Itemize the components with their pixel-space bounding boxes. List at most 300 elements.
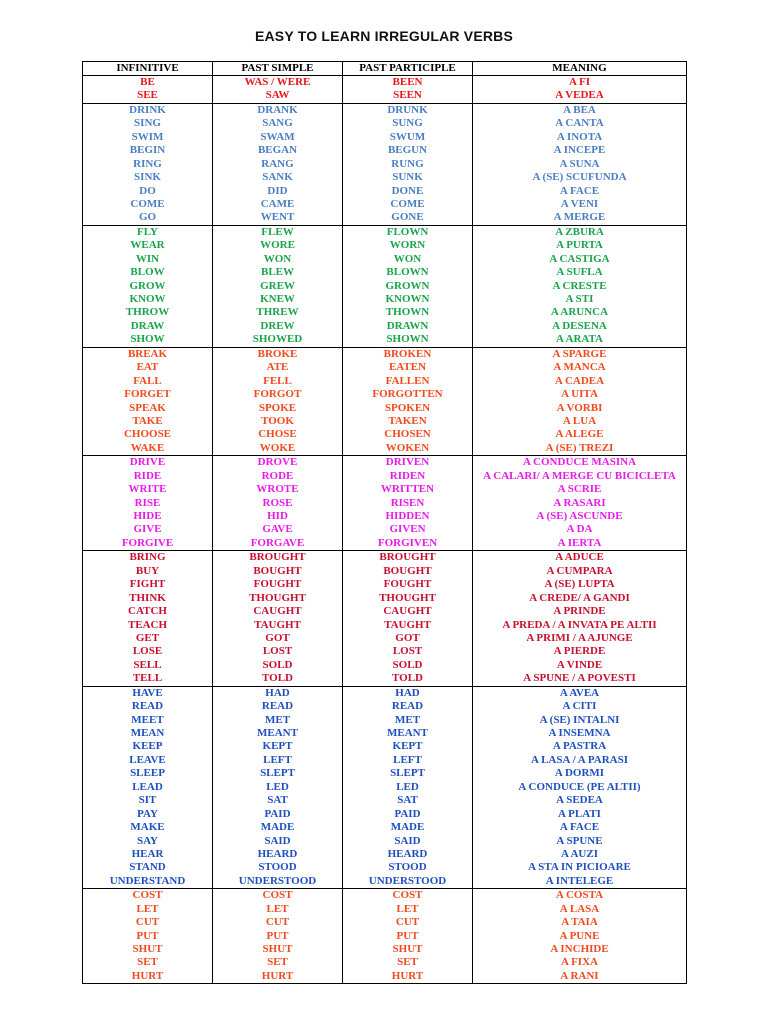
table-row (83, 835, 687, 848)
meaning-cell: A RASARI (473, 497, 687, 510)
infinitive-cell: PAY (83, 808, 213, 821)
past-simple-cell: THOUGHT (213, 592, 343, 605)
past-simple-cell: STOOD (213, 861, 343, 874)
infinitive-cell: THROW (83, 306, 213, 319)
meaning-cell: A (SE) ASCUNDE (473, 510, 687, 523)
infinitive-cell: WIN (83, 253, 213, 266)
past-participle-cell: WORN (343, 239, 473, 252)
meaning-cell: A RANI (473, 970, 687, 984)
meaning-cell: A CASTIGA (473, 253, 687, 266)
infinitive-cell: BLOW (83, 266, 213, 279)
infinitive-cell: SEE (83, 89, 213, 103)
table-row (83, 565, 687, 578)
table-row (83, 903, 687, 916)
infinitive-cell: BUY (83, 565, 213, 578)
past-participle-cell: LED (343, 781, 473, 794)
verb-group (83, 889, 687, 984)
verb-group (83, 347, 687, 456)
meaning-cell: A CUMPARA (473, 565, 687, 578)
table-row (83, 727, 687, 740)
infinitive-cell: WEAR (83, 239, 213, 252)
table-row (83, 889, 687, 903)
table-row (83, 956, 687, 969)
table-row (83, 781, 687, 794)
infinitive-cell: GO (83, 211, 213, 225)
infinitive-cell: THINK (83, 592, 213, 605)
past-participle-cell: MADE (343, 821, 473, 834)
meaning-cell: A BEA (473, 103, 687, 117)
infinitive-cell: DRAW (83, 320, 213, 333)
past-simple-cell: WORE (213, 239, 343, 252)
meaning-cell: A LASA / A PARASI (473, 754, 687, 767)
meaning-cell: A DORMI (473, 767, 687, 780)
past-participle-cell: HIDDEN (343, 510, 473, 523)
past-simple-cell: MADE (213, 821, 343, 834)
table-row (83, 333, 687, 347)
past-participle-cell: SET (343, 956, 473, 969)
past-participle-cell: SHUT (343, 943, 473, 956)
infinitive-cell: SET (83, 956, 213, 969)
table-row (83, 347, 687, 361)
table-row (83, 686, 687, 700)
header-meaning: MEANING (473, 62, 687, 76)
past-simple-cell: RODE (213, 470, 343, 483)
past-simple-cell: SPOKE (213, 402, 343, 415)
past-simple-cell: HURT (213, 970, 343, 984)
meaning-cell: A SPUNE (473, 835, 687, 848)
past-simple-cell: SHUT (213, 943, 343, 956)
past-participle-cell: GONE (343, 211, 473, 225)
verb-group (83, 103, 687, 225)
past-participle-cell: MET (343, 714, 473, 727)
past-simple-cell: PUT (213, 930, 343, 943)
past-participle-cell: SLEPT (343, 767, 473, 780)
meaning-cell: A CONDUCE (PE ALTII) (473, 781, 687, 794)
past-simple-cell: BROUGHT (213, 551, 343, 565)
meaning-cell: A INSEMNA (473, 727, 687, 740)
meaning-cell: A SPARGE (473, 347, 687, 361)
past-participle-cell: DRAWN (343, 320, 473, 333)
past-simple-cell: BOUGHT (213, 565, 343, 578)
past-simple-cell: CAME (213, 198, 343, 211)
infinitive-cell: FORGET (83, 388, 213, 401)
past-participle-cell: WRITTEN (343, 483, 473, 496)
past-simple-cell: HAD (213, 686, 343, 700)
infinitive-cell: RIDE (83, 470, 213, 483)
past-participle-cell: TAKEN (343, 415, 473, 428)
meaning-cell: A CADEA (473, 375, 687, 388)
meaning-cell: A ADUCE (473, 551, 687, 565)
past-simple-cell: LED (213, 781, 343, 794)
table-row (83, 239, 687, 252)
table-row (83, 131, 687, 144)
meaning-cell: A INOTA (473, 131, 687, 144)
table-row (83, 211, 687, 225)
infinitive-cell: FALL (83, 375, 213, 388)
meaning-cell: A FACE (473, 821, 687, 834)
table-row (83, 848, 687, 861)
infinitive-cell: BEGIN (83, 144, 213, 157)
past-participle-cell: COME (343, 198, 473, 211)
past-simple-cell: SET (213, 956, 343, 969)
table-row (83, 523, 687, 536)
meaning-cell: A STI (473, 293, 687, 306)
table-row (83, 672, 687, 686)
past-participle-cell: BROKEN (343, 347, 473, 361)
meaning-cell: A FACE (473, 185, 687, 198)
table-row (83, 659, 687, 672)
past-participle-cell: CUT (343, 916, 473, 929)
past-simple-cell: DROVE (213, 456, 343, 470)
meaning-cell: A VENI (473, 198, 687, 211)
infinitive-cell: UNDERSTAND (83, 875, 213, 889)
infinitive-cell: MAKE (83, 821, 213, 834)
meaning-cell: A PREDA / A INVATA PE ALTII (473, 619, 687, 632)
table-row (83, 293, 687, 306)
table-row (83, 198, 687, 211)
meaning-cell: A PIERDE (473, 645, 687, 658)
past-simple-cell: READ (213, 700, 343, 713)
past-participle-cell: BOUGHT (343, 565, 473, 578)
table-row (83, 740, 687, 753)
table-row (83, 861, 687, 874)
past-simple-cell: FELL (213, 375, 343, 388)
infinitive-cell: SPEAK (83, 402, 213, 415)
past-simple-cell: BEGAN (213, 144, 343, 157)
infinitive-cell: COST (83, 889, 213, 903)
past-participle-cell: BLOWN (343, 266, 473, 279)
past-participle-cell: TAUGHT (343, 619, 473, 632)
meaning-cell: A LUA (473, 415, 687, 428)
past-simple-cell: ROSE (213, 497, 343, 510)
meaning-cell: A ZBURA (473, 225, 687, 239)
table-row (83, 754, 687, 767)
past-simple-cell: SOLD (213, 659, 343, 672)
infinitive-cell: GIVE (83, 523, 213, 536)
meaning-cell: A (SE) TREZI (473, 442, 687, 456)
past-participle-cell: SAT (343, 794, 473, 807)
table-row (83, 470, 687, 483)
past-simple-cell: TOLD (213, 672, 343, 686)
infinitive-cell: RISE (83, 497, 213, 510)
meaning-cell: A AVEA (473, 686, 687, 700)
past-simple-cell: HID (213, 510, 343, 523)
past-participle-cell: THOWN (343, 306, 473, 319)
table-row (83, 117, 687, 130)
verb-group (83, 456, 687, 551)
table-row (83, 700, 687, 713)
meaning-cell: A DA (473, 523, 687, 536)
table-row (83, 551, 687, 565)
table-row (83, 402, 687, 415)
infinitive-cell: BRING (83, 551, 213, 565)
past-simple-cell: UNDERSTOOD (213, 875, 343, 889)
table-row (83, 185, 687, 198)
meaning-cell: A CRESTE (473, 280, 687, 293)
past-simple-cell: SANG (213, 117, 343, 130)
past-participle-cell: FALLEN (343, 375, 473, 388)
table-row (83, 592, 687, 605)
meaning-cell: A (SE) SCUFUNDA (473, 171, 687, 184)
past-simple-cell: WON (213, 253, 343, 266)
past-participle-cell: BEGUN (343, 144, 473, 157)
past-simple-cell: SAT (213, 794, 343, 807)
infinitive-cell: SIT (83, 794, 213, 807)
past-simple-cell: LEFT (213, 754, 343, 767)
table-row (83, 375, 687, 388)
meaning-cell: A (SE) LUPTA (473, 578, 687, 591)
past-participle-cell: KEPT (343, 740, 473, 753)
past-simple-cell: LET (213, 903, 343, 916)
past-simple-cell: CAUGHT (213, 605, 343, 618)
table-row (83, 537, 687, 551)
table-row (83, 253, 687, 266)
meaning-cell: A TAIA (473, 916, 687, 929)
past-participle-cell: CAUGHT (343, 605, 473, 618)
infinitive-cell: CUT (83, 916, 213, 929)
table-row (83, 225, 687, 239)
infinitive-cell: HEAR (83, 848, 213, 861)
header-row (83, 62, 687, 76)
past-participle-cell: TOLD (343, 672, 473, 686)
meaning-cell: A VORBI (473, 402, 687, 415)
infinitive-cell: FIGHT (83, 578, 213, 591)
past-participle-cell: FORGOTTEN (343, 388, 473, 401)
past-simple-cell: GREW (213, 280, 343, 293)
meaning-cell: A PLATI (473, 808, 687, 821)
table-row (83, 970, 687, 984)
infinitive-cell: GROW (83, 280, 213, 293)
past-participle-cell: KNOWN (343, 293, 473, 306)
past-simple-cell: SANK (213, 171, 343, 184)
past-simple-cell: WENT (213, 211, 343, 225)
table-row (83, 619, 687, 632)
past-simple-cell: ATE (213, 361, 343, 374)
past-simple-cell: WOKE (213, 442, 343, 456)
table-row (83, 456, 687, 470)
meaning-cell: A CREDE/ A GANDI (473, 592, 687, 605)
table-row (83, 930, 687, 943)
past-participle-cell: GOT (343, 632, 473, 645)
table-row (83, 645, 687, 658)
past-simple-cell: DRANK (213, 103, 343, 117)
meaning-cell: A IERTA (473, 537, 687, 551)
infinitive-cell: TAKE (83, 415, 213, 428)
verb-group (83, 686, 687, 889)
past-simple-cell: TAUGHT (213, 619, 343, 632)
table-row (83, 306, 687, 319)
past-participle-cell: SAID (343, 835, 473, 848)
infinitive-cell: PUT (83, 930, 213, 943)
infinitive-cell: COME (83, 198, 213, 211)
table-row (83, 943, 687, 956)
meaning-cell: A SUFLA (473, 266, 687, 279)
past-participle-cell: SOLD (343, 659, 473, 672)
table-row (83, 483, 687, 496)
table-row (83, 510, 687, 523)
meaning-cell: A PUNE (473, 930, 687, 943)
past-simple-cell: DID (213, 185, 343, 198)
past-participle-cell: LET (343, 903, 473, 916)
infinitive-cell: SINK (83, 171, 213, 184)
table-row (83, 144, 687, 157)
past-participle-cell: DONE (343, 185, 473, 198)
infinitive-cell: STAND (83, 861, 213, 874)
infinitive-cell: SLEEP (83, 767, 213, 780)
meaning-cell: A LASA (473, 903, 687, 916)
table-header (83, 62, 687, 76)
meaning-cell: A INTELEGE (473, 875, 687, 889)
past-participle-cell: LEFT (343, 754, 473, 767)
infinitive-cell: DRINK (83, 103, 213, 117)
past-simple-cell: RANG (213, 158, 343, 171)
infinitive-cell: FLY (83, 225, 213, 239)
meaning-cell: A FIXA (473, 956, 687, 969)
meaning-cell: A SCRIE (473, 483, 687, 496)
table-row (83, 76, 687, 90)
meaning-cell: A VEDEA (473, 89, 687, 103)
meaning-cell: A MERGE (473, 211, 687, 225)
meaning-cell: A ARATA (473, 333, 687, 347)
past-participle-cell: HEARD (343, 848, 473, 861)
meaning-cell: A PASTRA (473, 740, 687, 753)
infinitive-cell: LET (83, 903, 213, 916)
past-participle-cell: PUT (343, 930, 473, 943)
infinitive-cell: HIDE (83, 510, 213, 523)
infinitive-cell: TEACH (83, 619, 213, 632)
meaning-cell: A SPUNE / A POVESTI (473, 672, 687, 686)
meaning-cell: A CANTA (473, 117, 687, 130)
meaning-cell: A INCHIDE (473, 943, 687, 956)
past-participle-cell: COST (343, 889, 473, 903)
table-row (83, 415, 687, 428)
past-participle-cell: SUNK (343, 171, 473, 184)
table-row (83, 158, 687, 171)
meaning-cell: A SEDEA (473, 794, 687, 807)
meaning-cell: A VINDE (473, 659, 687, 672)
meaning-cell: A SUNA (473, 158, 687, 171)
table-row (83, 89, 687, 103)
past-simple-cell: COST (213, 889, 343, 903)
table-row (83, 632, 687, 645)
past-simple-cell: WAS / WERE (213, 76, 343, 90)
past-simple-cell: MEANT (213, 727, 343, 740)
past-participle-cell: WOKEN (343, 442, 473, 456)
page-title: EASY TO LEARN IRREGULAR VERBS (254, 28, 514, 44)
past-participle-cell: DRIVEN (343, 456, 473, 470)
infinitive-cell: SHOW (83, 333, 213, 347)
infinitive-cell: CHOOSE (83, 428, 213, 441)
infinitive-cell: KEEP (83, 740, 213, 753)
past-simple-cell: GAVE (213, 523, 343, 536)
table-row (83, 794, 687, 807)
verbs-table (82, 61, 687, 984)
verb-group (83, 76, 687, 104)
verb-group (83, 551, 687, 686)
infinitive-cell: MEET (83, 714, 213, 727)
table-row (83, 497, 687, 510)
past-participle-cell: STOOD (343, 861, 473, 874)
past-simple-cell: SLEPT (213, 767, 343, 780)
table-row (83, 578, 687, 591)
meaning-cell: A INCEPE (473, 144, 687, 157)
past-participle-cell: GIVEN (343, 523, 473, 536)
past-simple-cell: KEPT (213, 740, 343, 753)
past-participle-cell: SWUM (343, 131, 473, 144)
past-participle-cell: SUNG (343, 117, 473, 130)
infinitive-cell: GET (83, 632, 213, 645)
meaning-cell: A (SE) INTALNI (473, 714, 687, 727)
past-participle-cell: WON (343, 253, 473, 266)
table-row (83, 605, 687, 618)
header-past-simple: PAST SIMPLE (213, 62, 343, 76)
meaning-cell: A CITI (473, 700, 687, 713)
past-participle-cell: FORGIVEN (343, 537, 473, 551)
past-participle-cell: EATEN (343, 361, 473, 374)
past-participle-cell: DRUNK (343, 103, 473, 117)
past-simple-cell: CHOSE (213, 428, 343, 441)
table-row (83, 916, 687, 929)
infinitive-cell: SWIM (83, 131, 213, 144)
infinitive-cell: WRITE (83, 483, 213, 496)
infinitive-cell: DRIVE (83, 456, 213, 470)
meaning-cell: A STA IN PICIOARE (473, 861, 687, 874)
past-participle-cell: RIDEN (343, 470, 473, 483)
past-simple-cell: KNEW (213, 293, 343, 306)
table-row (83, 442, 687, 456)
meaning-cell: A ARUNCA (473, 306, 687, 319)
infinitive-cell: LOSE (83, 645, 213, 658)
past-participle-cell: RISEN (343, 497, 473, 510)
table-row (83, 361, 687, 374)
infinitive-cell: RING (83, 158, 213, 171)
meaning-cell: A PRINDE (473, 605, 687, 618)
past-participle-cell: GROWN (343, 280, 473, 293)
past-participle-cell: SHOWN (343, 333, 473, 347)
infinitive-cell: EAT (83, 361, 213, 374)
infinitive-cell: SING (83, 117, 213, 130)
past-participle-cell: READ (343, 700, 473, 713)
meaning-cell: A PURTA (473, 239, 687, 252)
infinitive-cell: HAVE (83, 686, 213, 700)
past-participle-cell: PAID (343, 808, 473, 821)
past-simple-cell: PAID (213, 808, 343, 821)
past-participle-cell: CHOSEN (343, 428, 473, 441)
past-simple-cell: MET (213, 714, 343, 727)
table-row (83, 767, 687, 780)
meaning-cell: A MANCA (473, 361, 687, 374)
table-row (83, 388, 687, 401)
meaning-cell: A COSTA (473, 889, 687, 903)
verb-group (83, 225, 687, 347)
meaning-cell: A UITA (473, 388, 687, 401)
past-participle-cell: HAD (343, 686, 473, 700)
meaning-cell: A CONDUCE MASINA (473, 456, 687, 470)
past-participle-cell: UNDERSTOOD (343, 875, 473, 889)
past-simple-cell: FORGAVE (213, 537, 343, 551)
infinitive-cell: BREAK (83, 347, 213, 361)
past-simple-cell: HEARD (213, 848, 343, 861)
table-row (83, 875, 687, 889)
past-participle-cell: SEEN (343, 89, 473, 103)
past-simple-cell: WROTE (213, 483, 343, 496)
past-participle-cell: BROUGHT (343, 551, 473, 565)
table-row (83, 320, 687, 333)
past-simple-cell: DREW (213, 320, 343, 333)
header-infinitive: INFINITIVE (83, 62, 213, 76)
past-simple-cell: GOT (213, 632, 343, 645)
past-simple-cell: BROKE (213, 347, 343, 361)
